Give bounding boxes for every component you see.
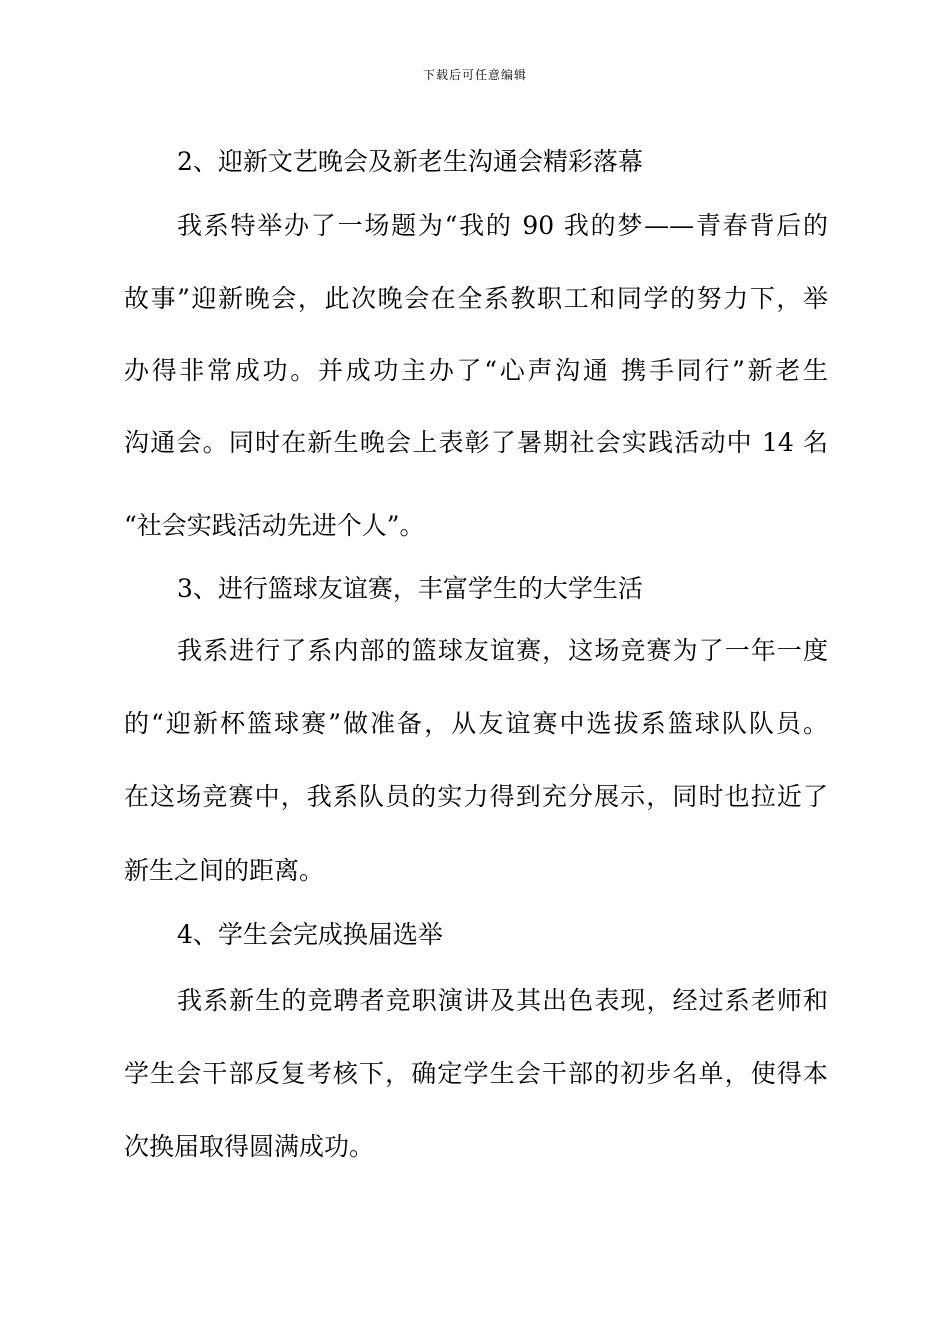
paragraph-line: 故事”迎新晚会，此次晚会在全系教职工和同学的努力下，举: [124, 284, 828, 313]
paragraph-line: 我系新生的竞聘者竞职演讲及其出色表现，经过系老师和: [177, 986, 828, 1015]
paragraph-line: 的“迎新杯篮球赛”做准备，从友谊赛中选拔系篮球队队员。: [124, 709, 828, 738]
page-header-note: 下载后可任意编辑: [422, 68, 527, 82]
paragraph-line: 我系特举办了一场题为“我的 90 我的梦——青春背后的: [177, 211, 828, 240]
section-heading-4: 4、学生会完成换届选举: [177, 920, 443, 949]
section-heading-3: 3、进行篮球友谊赛，丰富学生的大学生活: [177, 574, 643, 603]
paragraph-line: 次换届取得圆满成功。: [124, 1132, 375, 1161]
paragraph-line: “社会实践活动先进个人”。: [124, 511, 425, 540]
paragraph-line: 学生会干部反复考核下，确定学生会干部的初步名单，使得本: [124, 1059, 828, 1088]
paragraph-line: 我系进行了系内部的篮球友谊赛，这场竞赛为了一年一度: [177, 636, 828, 665]
paragraph-line: 在这场竞赛中，我系队员的实力得到充分展示，同时也拉近了: [124, 782, 828, 811]
paragraph-line: 沟通会。同时在新生晚会上表彰了暑期社会实践活动中 14 名: [124, 428, 828, 457]
paragraph-line: 新生之间的距离。: [124, 856, 325, 885]
section-heading-2: 2、迎新文艺晚会及新老生沟通会精彩落幕: [177, 147, 643, 176]
paragraph-line: 办得非常成功。并成功主办了“心声沟通 携手同行”新老生: [124, 356, 828, 385]
